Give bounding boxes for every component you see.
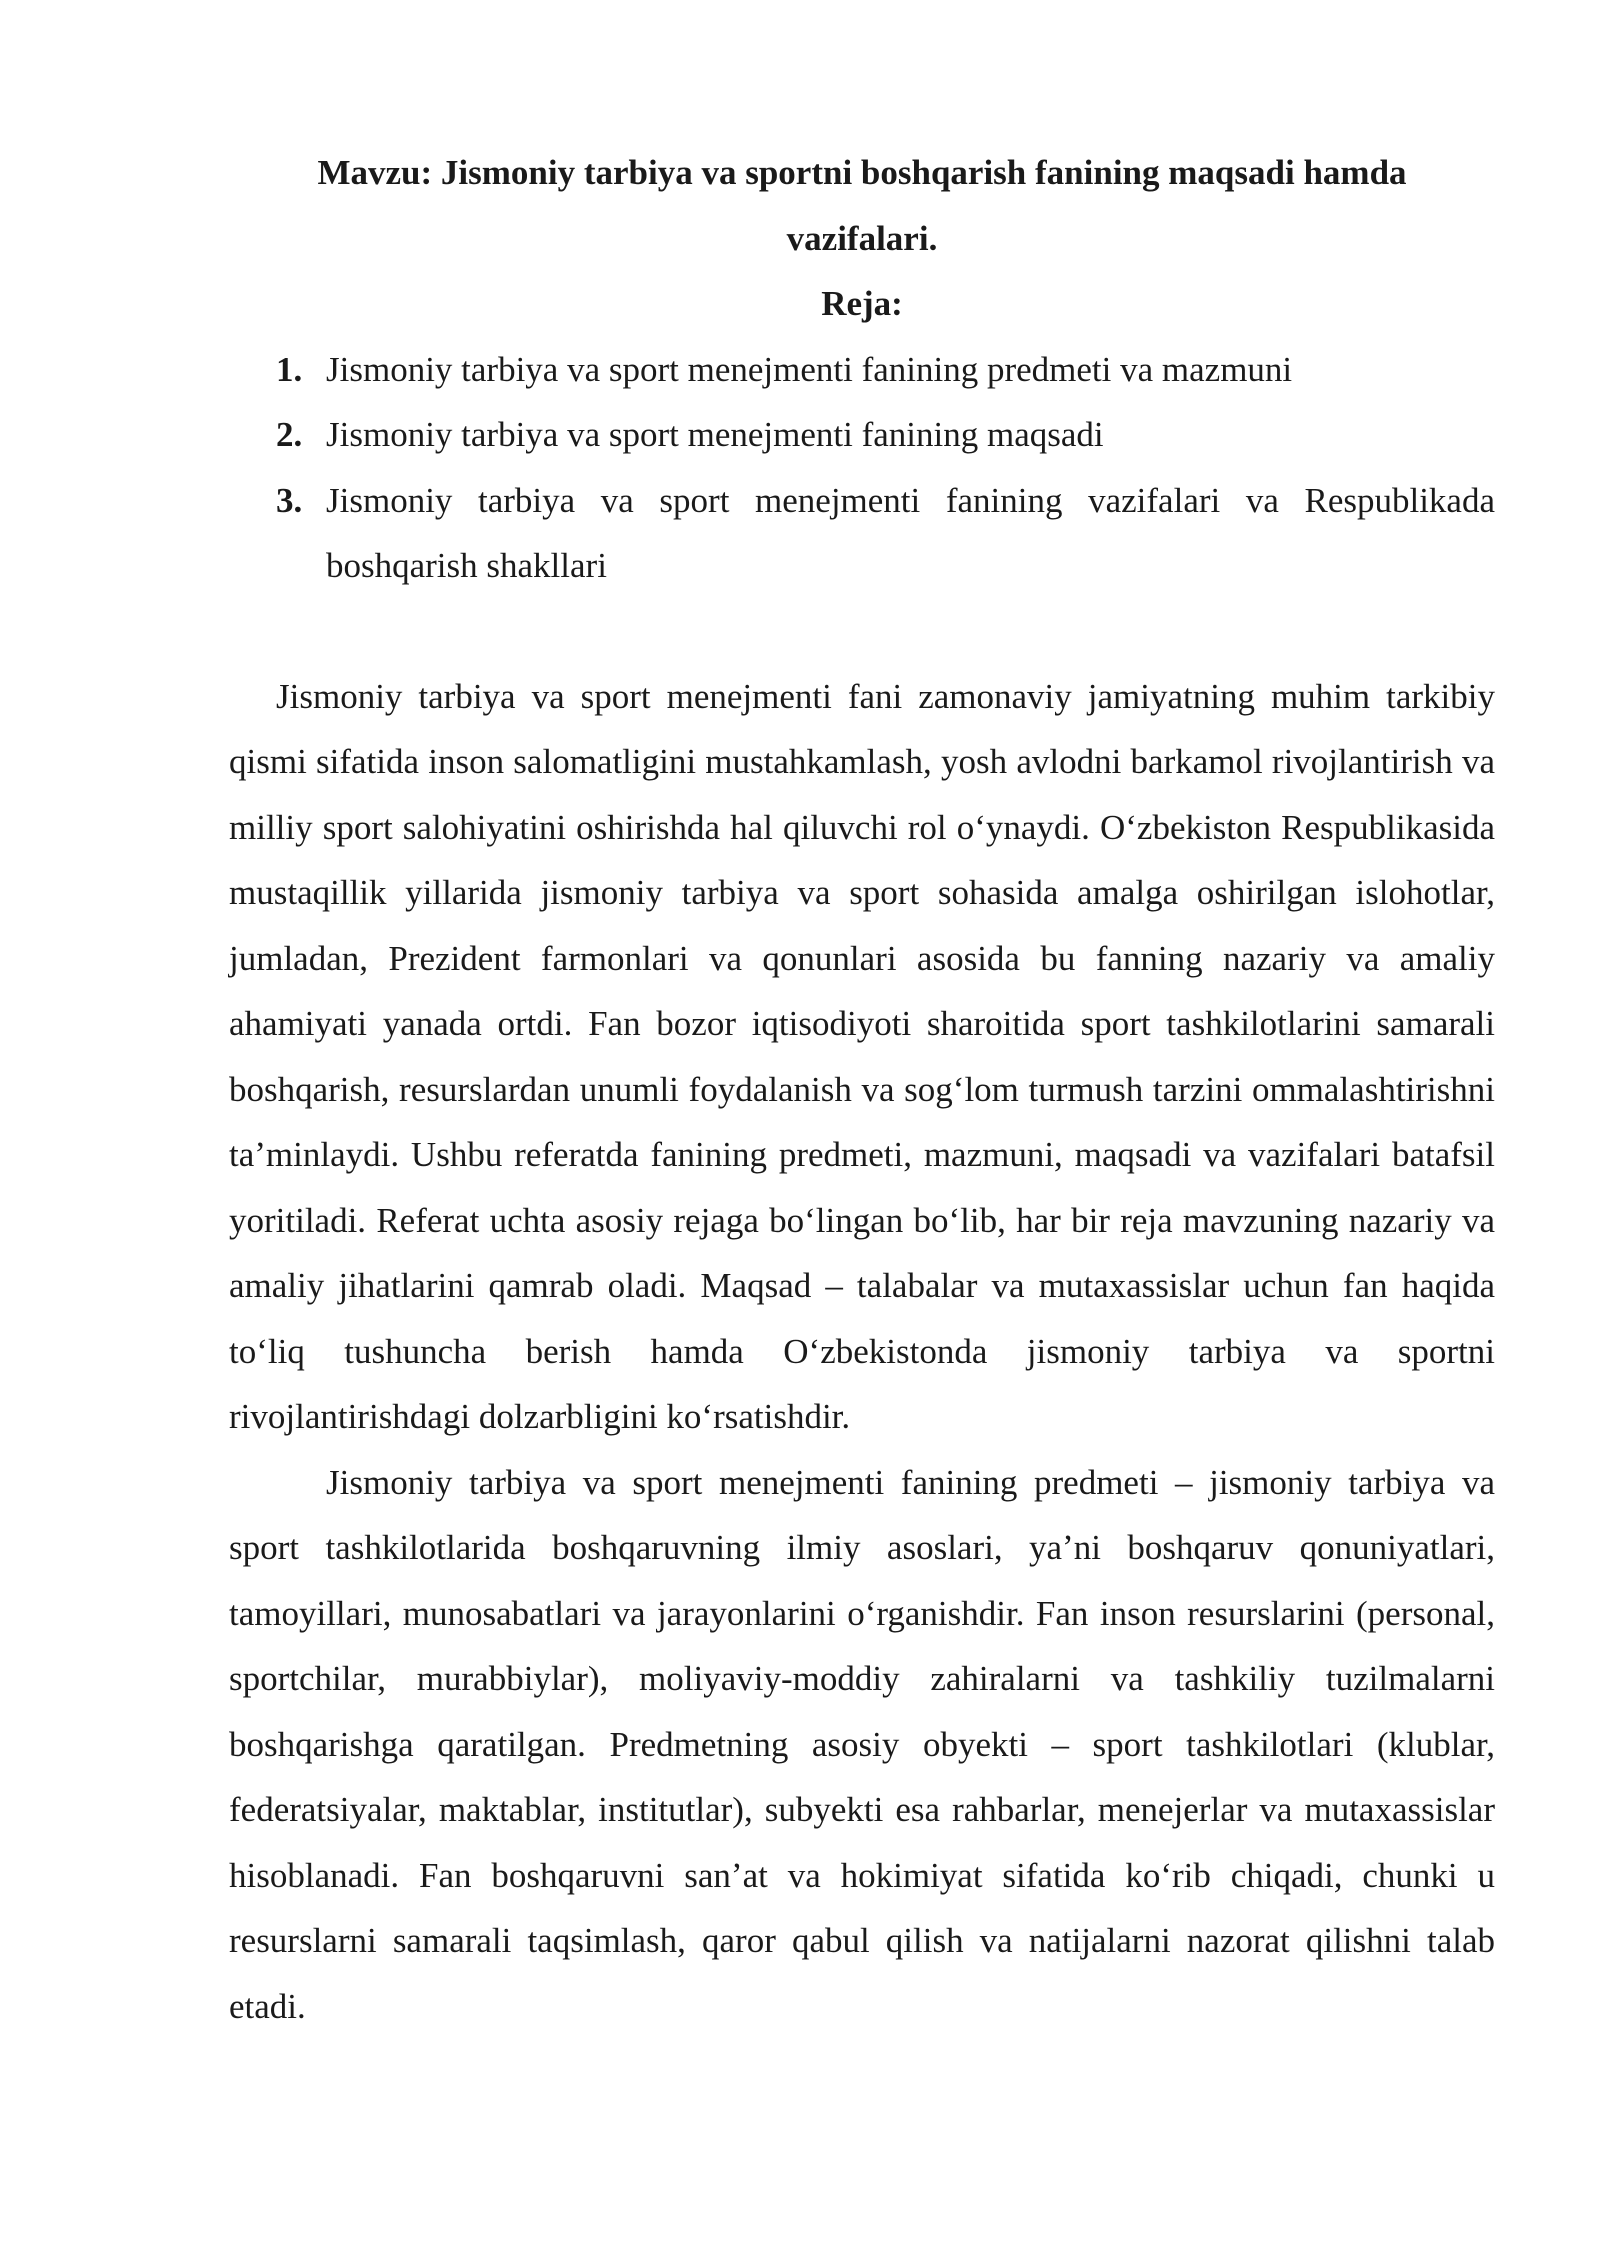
plan-item: [229, 468, 1495, 599]
plan-list: [229, 337, 1495, 599]
body-paragraph: Jismoniy tarbiya va sport menejmenti fanining predmeti – jismoniy tarbiya va sport tashkilotlarida boshqaruvning ilmiy asoslari, yaʼni boshqaruv qonuniyatlari, tamoyillari, munosabatlari va jarayonlarini oʻrganishdir. Fan inson resurslarini (personal, sportchilar, murabbiylar), moliyaviy-moddiy zahiralarni va tashkiliy tuzilmalarni boshqarishga qaratilgan. Predmetning asosiy obyekti – sport tashkilotlari (klublar, federatsiyalar, maktablar, institutlar), subyekti esa rahbarlar, menejerlar va mutaxassislar hisoblanadi. Fan boshqaruvni sanʼat va hokimiyat sifatida koʻrib chiqadi, chunki u resurslarni samarali taqsimlash, qaror qabul qilish va natijalarni nazorat qilishni talab etadi.: [229, 1462, 1495, 2026]
plan-item-text: Jismoniy tarbiya va sport menejmenti fanining maqsadi: [326, 415, 1104, 454]
plan-item-text: Jismoniy tarbiya va sport menejmenti fanining vazifalari va Respublikada boshqarish shakllari: [326, 480, 1495, 585]
plan-heading: Reja:: [821, 284, 903, 323]
plan-item-number: 3.: [276, 480, 303, 520]
body-paragraph: Jismoniy tarbiya va sport menejmenti fani zamonaviy jamiyatning muhim tarkibiy qismi sifatida inson salomatligini mustahkamlash, yosh avlodni barkamol rivojlantirish va milliy sport salohiyatini oshirishda hal qiluvchi rol oʻynaydi. Oʻzbekiston Respublikasida mustaqillik yillarida jismoniy tarbiya va sport sohasida amalga oshirilgan islohotlar, jumladan, Prezident farmonlari va qonunlari asosida bu fanning nazariy va amaliy ahamiyati yanada ortdi. Fan bozor iqtisodiyoti sharoitida sport tashkilotlarini samarali boshqarish, resurslardan unumli foydalanish va sogʻlom turmush tarzini ommalashtirishni taʼminlaydi. Ushbu referatda fanining predmeti, mazmuni, maqsadi va vazifalari batafsil yoritiladi. Referat uchta asosiy rejaga boʻlingan boʻlib, har bir reja mavzuning nazariy va amaliy jihatlarini qamrab oladi. Maqsad – talabalar va mutaxassislar uchun fan haqida toʻliq tushuncha berish hamda Oʻzbekistonda jismoniy tarbiya va sportni rivojlantirishdagi dolzarbligini koʻrsatishdir.: [229, 676, 1495, 1436]
plan-item-text: Jismoniy tarbiya va sport menejmenti fanining predmeti va mazmuni: [326, 349, 1293, 389]
document-content: [229, 140, 1495, 2039]
plan-item: [229, 337, 1495, 403]
plan-item: [229, 402, 1495, 468]
plan-item-number: 2.: [276, 415, 303, 454]
plan-item-number: 1.: [276, 349, 303, 389]
document-title: Mavzu: Jismoniy tarbiya va sportni boshqarish fanining maqsadi hamda vazifalari.: [317, 153, 1407, 258]
